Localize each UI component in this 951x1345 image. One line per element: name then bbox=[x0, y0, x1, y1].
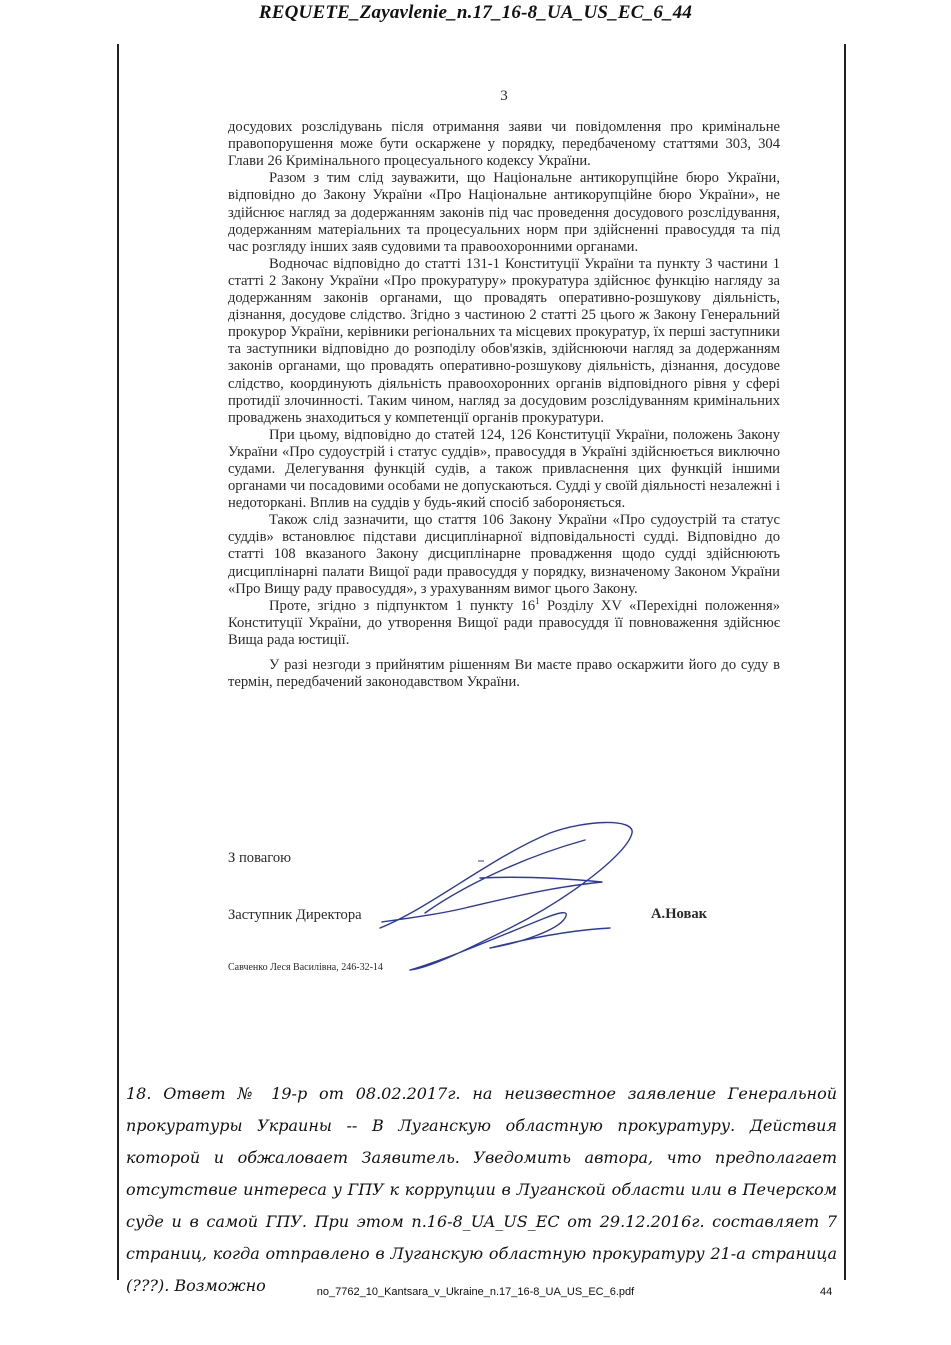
superscript-one: 1 bbox=[535, 595, 540, 606]
letter-paragraph-2: Разом з тим слід зауважити, що Національне антикорупційне бюро України, відповідно до Закону України «Про Національне антикорупційне бюро України», не здійснює нагляд за додержанням законів під час проведення досудового розслідування, додержанням матеріальних та процесуальних норм при здійсненні правосуддя та під час розгляду інших заяв судовими та правоохоронними органами. bbox=[228, 170, 780, 255]
letter-paragraph-6-end: Розділу XV «Перехідні положення» Конституції України, до утворення Вищої ради правосуддя її повноваження здійснює Вища рада юстиції. bbox=[228, 597, 780, 648]
handwritten-signature bbox=[370, 818, 640, 988]
letter-paragraph-1: досудових розслідувань після отримання заяви чи повідомлення про кримінальне правопорушення може бути оскаржене у порядку, передбаченому статтями 303, 304 Глави 26 Кримінального процесуального кодексу України. bbox=[228, 119, 780, 170]
document-header-title: REQUETE_Zayavlenie_n.17_16-8_UA_US_EC_6_44 bbox=[258, 2, 693, 23]
executor-contact: Савченко Леся Василівна, 246-32-14 bbox=[228, 962, 383, 973]
scanned-letter bbox=[228, 88, 780, 691]
signatory-name: А.Новак bbox=[651, 906, 708, 922]
letter-paragraph-6-start: Проте, згідно з підпунктом 1 пункту 16 bbox=[269, 597, 536, 614]
closing-regards: З повагою bbox=[228, 850, 292, 866]
letter-paragraph-6 bbox=[228, 595, 780, 649]
annotation-note: 18. Ответ № 19-р от 08.02.2017г. на неизвестное заявление Генеральной прокуратуры Украины -- В Луганскую областную прокуратуру. Действия которой и обжаловает Заявитель. Уведомить автора, что предполагает отсутствие интереса у ГПУ к коррупции в Луганской области или в Печерском суде и в самой ГПУ. При этом п.16-8_UA_US_EC от 29.12.2016г. составляет 7 страниц, когда отправлено в Луганскую областную прокуратуру 21-а страница (???). Возможно bbox=[126, 1084, 837, 1295]
letter-paragraph-5: Також слід зазначити, що стаття 106 Закону України «Про судоустрій та статус суддів» встановлює підстави дисциплінарної відповідальності судді. Відповідно до статті 108 вказаного Закону дисциплінарне провадження щодо судді здійснюють дисциплінарні палати Вищої ради правосуддя у порядку, визначеному Законом України «Про Вищу раду правосуддя», з урахуванням вимог цього Закону. bbox=[228, 512, 780, 597]
page-frame-left-border bbox=[117, 44, 119, 1280]
letter-paragraph-3: Водночас відповідно до статті 131-1 Конституції України та пункту 3 частини 1 статті 2 Закону України «Про прокуратуру» прокуратура здійснює функцію нагляду за додержанням законів органами, що провадять оперативно-розшукову діяльність, дізнання, досудове слідство. Згідно з частиною 2 статті 25 цього ж Закону Генеральний прокурор України, керівники регіональних та місцевих прокуратур, їх перші заступники та заступники відповідно до розподілу обов'язків, здійснюючи нагляд за додержанням законів органами, що провадять оперативно-розшукову діяльність, дізнання, досудове слідство, координують діяльність правоохоронних органів відповідного рівня у сфері протидії злочинності. Таким чином, нагляд за досудовим розслідуванням кримінальних проваджень знаходиться у компетенції органів прокуратури. bbox=[228, 255, 780, 426]
page-frame-right-border bbox=[844, 44, 846, 1280]
letter-paragraph-7: У разі незгоди з прийнятим рішенням Ви маєте право оскаржити його до суду в термін, передбачений законодавством України. bbox=[228, 657, 780, 691]
footer-page-number: 44 bbox=[820, 1286, 833, 1298]
signatory-position: Заступник Директора bbox=[228, 907, 362, 923]
letter-page-number: 3 bbox=[500, 88, 508, 104]
letter-paragraph-4: При цьому, відповідно до статей 124, 126 Конституції України, положень Закону України «Про судоустрій і статус суддів», правосуддя в Україні здійснюється виключно судами. Делегування функцій судів, а також привласнення цих функцій іншими органами чи посадовими особами не допускаються. Судді у своїй діяльності незалежні і недоторкані. Вплив на суддів у будь-який спосіб забороняється. bbox=[228, 426, 780, 512]
footer-filename: no_7762_10_Kantsara_v_Ukraine_n.17_16-8_UA_US_EC_6.pdf bbox=[316, 1286, 635, 1298]
